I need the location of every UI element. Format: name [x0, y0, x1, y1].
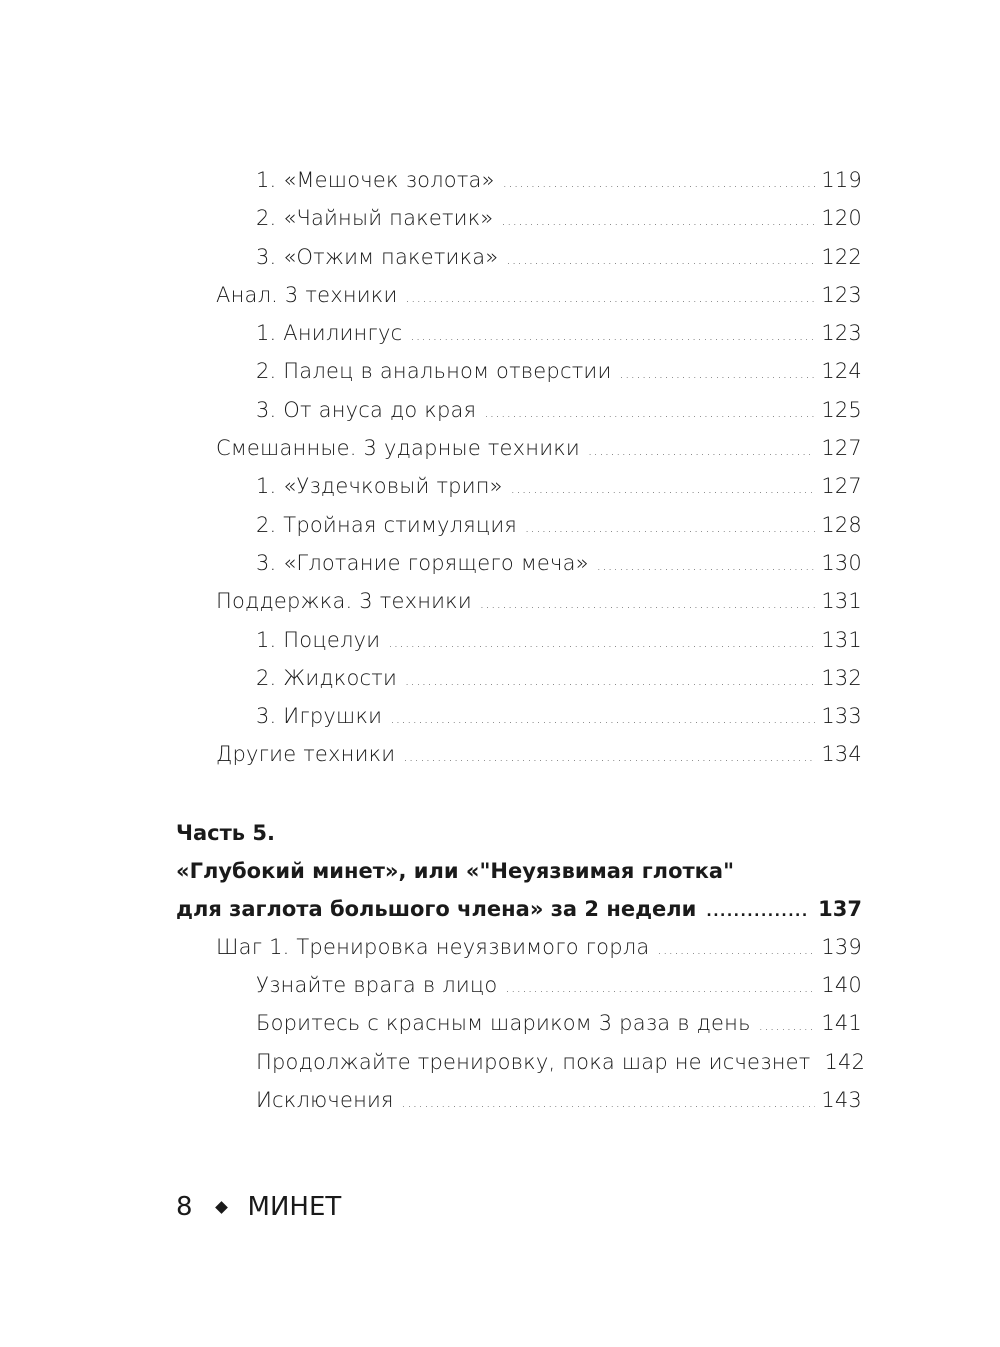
dot-leader — [505, 981, 815, 996]
dot-leader — [506, 253, 815, 268]
table-of-contents — [176, 168, 866, 1126]
page-footer — [176, 1192, 341, 1222]
toc-entry — [176, 973, 862, 1011]
toc-top-list — [176, 168, 862, 781]
toc-entry-title: 2. Тройная стимуляция — [256, 512, 518, 537]
toc-entry-title: Продолжайте тренировку, пока шар не исчезнет — [256, 1049, 811, 1074]
toc-entry — [176, 1011, 862, 1049]
toc-entry-title: 1. Поцелуи — [256, 627, 381, 652]
toc-entry-title: 1. «Уздечковый трип» — [256, 474, 503, 499]
toc-entry — [176, 206, 862, 244]
toc-entry — [176, 245, 862, 283]
dot-leader — [406, 291, 816, 306]
dot-leader — [501, 214, 815, 229]
toc-entry-page: 134 — [821, 742, 862, 767]
toc-entry-title: Смешанные. 3 ударные техники — [216, 436, 580, 461]
toc-entry-title: 2. Палец в анальном отверстии — [256, 359, 612, 384]
toc-entry-title: Поддержка. 3 техники — [216, 589, 472, 614]
toc-entry-page: 131 — [821, 589, 862, 614]
dot-leader — [484, 406, 815, 421]
toc-entry-title: Боритесь с красным шариком 3 раза в день — [256, 1011, 751, 1036]
toc-entry-page: 142 — [824, 1049, 866, 1074]
toc-entry — [176, 283, 862, 321]
toc-entry-title: Анал. 3 техники — [216, 282, 398, 307]
toc-entry-title: 1. Анилингус — [256, 321, 403, 346]
toc-entry-page: 124 — [821, 359, 862, 384]
toc-entry-title: 3. «Отжим пакетика» — [256, 244, 499, 269]
toc-bottom-list — [176, 934, 866, 1126]
toc-entry — [176, 666, 862, 704]
toc-entry-title: 2. «Чайный пакетик» — [256, 206, 494, 231]
toc-entry — [176, 551, 862, 589]
toc-entry-page: 131 — [821, 627, 862, 652]
toc-entry-page: 122 — [821, 244, 862, 269]
toc-entry — [176, 513, 862, 551]
dot-leader — [480, 597, 815, 612]
toc-entry-page: 123 — [821, 282, 862, 307]
part-title-line1-text: «Глубокий минет», или «"Неуязвимая глотка" — [176, 858, 735, 883]
toc-entry-title: 3. От ануса до края — [256, 397, 477, 422]
toc-entry-page: 119 — [821, 168, 862, 192]
toc-entry — [176, 704, 862, 742]
toc-entry-page: 130 — [821, 550, 862, 575]
toc-entry-title: 2. Жидкости — [256, 665, 398, 690]
toc-entry — [176, 589, 862, 627]
dot-leader — [620, 367, 816, 382]
toc-entry — [176, 1049, 866, 1088]
toc-entry-title: 1. «Мешочек золота» — [256, 168, 495, 192]
dot-leader — [503, 176, 816, 191]
toc-entry-page: 127 — [821, 436, 862, 461]
dot-leader — [511, 482, 816, 497]
dot-leader — [388, 636, 815, 651]
toc-entry — [176, 474, 862, 512]
dot-leader — [410, 329, 815, 344]
toc-entry — [176, 168, 862, 206]
diamond-icon — [215, 1201, 228, 1214]
dot-leader — [759, 1019, 816, 1034]
part-title-line2-text: для заглота большого члена» за 2 недели — [176, 896, 697, 921]
toc-entry-page: 125 — [821, 397, 862, 422]
dot-leader — [405, 674, 815, 689]
toc-entry-title: Исключения — [256, 1087, 394, 1112]
toc-entry — [176, 1088, 862, 1126]
toc-entry — [176, 398, 862, 436]
dot-leader — [588, 444, 815, 459]
toc-entry — [176, 742, 862, 780]
part-label-text: Часть 5. — [176, 820, 275, 845]
dot-leader — [706, 904, 810, 920]
section-gap — [176, 781, 862, 821]
toc-entry-page: 128 — [821, 512, 862, 537]
part-title-line2 — [176, 897, 862, 935]
toc-entry-page: 141 — [821, 1011, 862, 1036]
footer-book-title: МИНЕТ — [247, 1192, 342, 1222]
toc-entry-page: 123 — [821, 321, 862, 346]
toc-entry-title: 3. Игрушки — [256, 704, 383, 729]
toc-entry — [176, 359, 862, 397]
toc-entry — [176, 436, 862, 474]
part-label — [176, 821, 862, 859]
part-page-number: 137 — [818, 896, 862, 921]
toc-entry-page: 133 — [821, 704, 862, 729]
footer-page-number: 8 — [176, 1192, 193, 1222]
toc-entry-page: 143 — [821, 1087, 862, 1112]
toc-entry-title: Шаг 1. Тренировка неуязвимого горла — [216, 934, 650, 959]
dot-leader — [390, 712, 815, 727]
toc-entry-page: 140 — [821, 973, 862, 998]
dot-leader — [597, 559, 816, 574]
toc-entry — [176, 321, 862, 359]
dot-leader — [657, 943, 815, 958]
part-title-line1 — [176, 859, 862, 897]
toc-entry-title: 3. «Глотание горящего меча» — [256, 550, 589, 575]
toc-entry — [176, 628, 862, 666]
dot-leader — [402, 1096, 816, 1111]
toc-entry-page: 120 — [821, 206, 862, 231]
toc-entry — [176, 935, 862, 973]
toc-entry-title: Узнайте врага в лицо — [256, 973, 498, 998]
toc-entry-page: 127 — [821, 474, 862, 499]
dot-leader — [403, 750, 815, 765]
toc-entry-page: 132 — [821, 665, 862, 690]
dot-leader — [525, 521, 815, 536]
toc-entry-title: Другие техники — [216, 742, 396, 767]
toc-entry-page: 139 — [821, 934, 862, 959]
